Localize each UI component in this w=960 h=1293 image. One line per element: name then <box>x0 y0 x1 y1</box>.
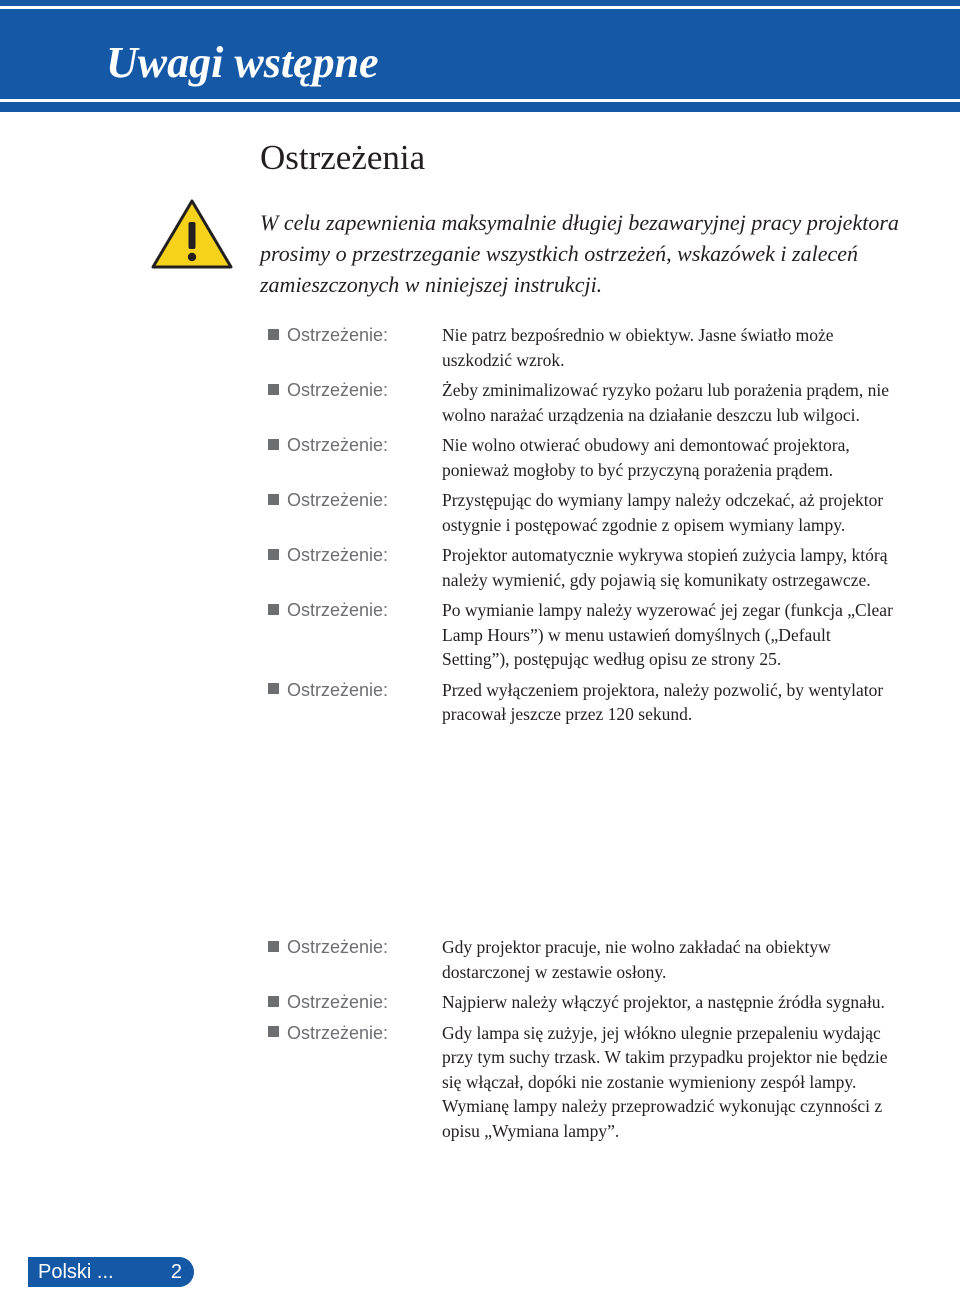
warning-label: Ostrzeżenie: <box>268 678 438 702</box>
warning-text: Projektor automatycznie wykrywa stopień zużycia lampy, którą należy wymienić, gdy pojawią się komunikaty ostrzegawcze. <box>442 545 888 590</box>
warning-triangle-icon <box>150 198 234 270</box>
warning-item <box>268 488 908 537</box>
warnings-list-2 <box>268 935 908 1149</box>
page-number: 2 <box>170 1261 182 1283</box>
page-title: Uwagi wstępne <box>106 38 379 87</box>
section-title: Ostrzeżenia <box>260 138 426 177</box>
warning-item <box>268 598 908 672</box>
intro-paragraph: W celu zapewnienia maksymalnie długiej bezawaryjnej pracy projektora prosimy o przestrzeganie wszystkich ostrzeżeń, wskazówek i zaleceń zamieszczonych w niniejszej instrukcji. <box>260 210 899 297</box>
warning-label: Ostrzeżenie: <box>268 488 438 512</box>
square-bullet-icon <box>268 384 279 395</box>
warning-text: Najpierw należy włączyć projektor, a następnie źródła sygnału. <box>442 992 885 1012</box>
warning-text: Przystępując do wymiany lampy należy odczekać, aż projektor ostygnie i postępować zgodnie z opisem wymiany lampy. <box>442 490 884 535</box>
warning-item <box>268 990 908 1015</box>
warning-item <box>268 935 908 984</box>
warning-item <box>268 323 908 372</box>
header-stripe-bottom <box>0 99 960 102</box>
warning-text: Żeby zminimalizować ryzyko pożaru lub porażenia prądem, nie wolno narażać urządzenia na działanie deszczu lub wilgoci. <box>442 380 890 425</box>
footer-language: Polski ... <box>38 1261 114 1283</box>
warnings-list-1 <box>268 323 908 733</box>
warning-item <box>268 1021 908 1144</box>
warning-label: Ostrzeżenie: <box>268 935 438 959</box>
warning-label: Ostrzeżenie: <box>268 543 438 567</box>
warning-text: Przed wyłączeniem projektora, należy pozwolić, by wentylator pracował jeszcze przez 120 sekund. <box>442 679 884 724</box>
warning-item <box>268 678 908 727</box>
header-stripe-top <box>0 6 960 9</box>
square-bullet-icon <box>268 329 279 340</box>
square-bullet-icon <box>268 996 279 1007</box>
square-bullet-icon <box>268 439 279 450</box>
header-banner <box>0 0 960 112</box>
square-bullet-icon <box>268 549 279 560</box>
square-bullet-icon <box>268 604 279 615</box>
warning-text: Po wymianie lampy należy wyzerować jej zegar (funkcja „Clear Lamp Hours”) w menu ustawień domyślnych („Default Setting”), postępując według opisu ze strony 25. <box>442 600 893 669</box>
warning-item <box>268 433 908 482</box>
warning-label: Ostrzeżenie: <box>268 1021 438 1045</box>
warning-label: Ostrzeżenie: <box>268 323 438 347</box>
page-footer-badge <box>28 1257 194 1287</box>
warning-label: Ostrzeżenie: <box>268 378 438 402</box>
warning-label: Ostrzeżenie: <box>268 598 438 622</box>
square-bullet-icon <box>268 683 279 694</box>
warning-item <box>268 378 908 427</box>
warning-text: Gdy projektor pracuje, nie wolno zakładać na obiektyw dostarczonej w zestawie osłony. <box>442 937 831 982</box>
warning-text: Gdy lampa się zużyje, jej włókno ulegnie przepaleniu wydając przy tym suchy trzask. W takim przypadku projektor nie będzie się włączał, dopóki nie zostanie wymieniony zespół lampy. Wymianę lampy należy przeprowadzić wykonując czynności z opisu „Wymiana lampy”. <box>442 1022 888 1141</box>
warning-label: Ostrzeżenie: <box>268 433 438 457</box>
warning-item <box>268 543 908 592</box>
square-bullet-icon <box>268 494 279 505</box>
warning-text: Nie patrz bezpośrednio w obiektyw. Jasne światło może uszkodzić wzrok. <box>442 325 834 370</box>
warning-label: Ostrzeżenie: <box>268 990 438 1014</box>
square-bullet-icon <box>268 941 279 952</box>
square-bullet-icon <box>268 1026 279 1037</box>
warning-text: Nie wolno otwierać obudowy ani demontować projektora, ponieważ mogłoby to być przyczyną porażenia prądem. <box>442 435 850 480</box>
